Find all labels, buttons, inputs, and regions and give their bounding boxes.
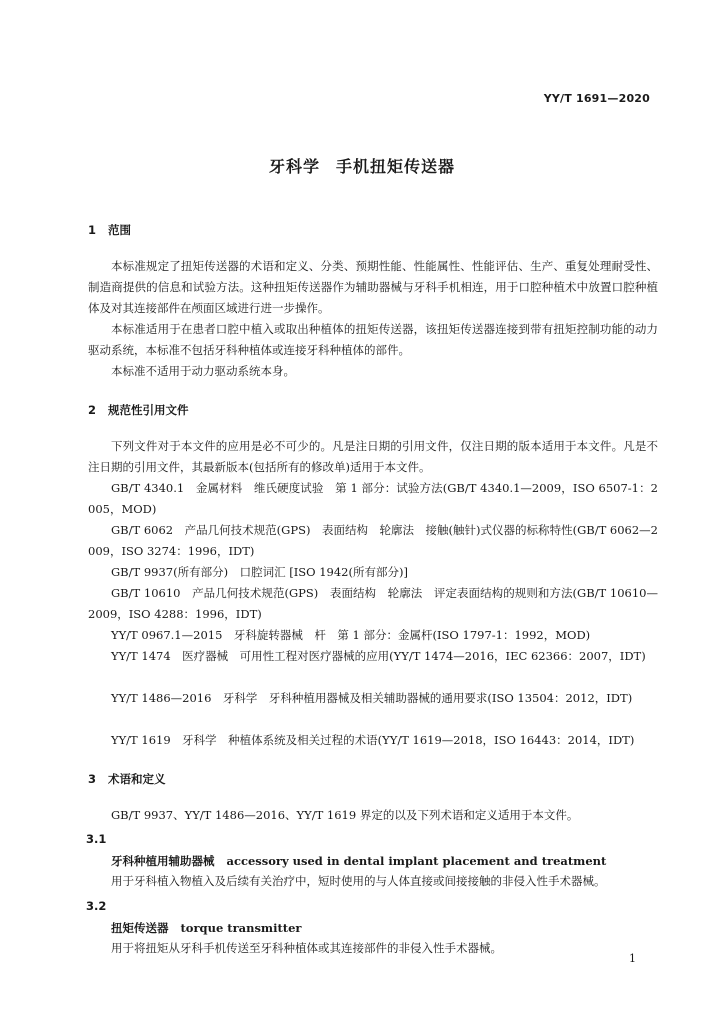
terms-intro: GB/T 9937、YY/T 1486—2016、YY/T 1619 界定的以及下列术语和定义适用于本文件。 <box>111 808 579 822</box>
scope-paragraph-1: 本标准规定了扭矩传送器的术语和定义、分类、预期性能、性能属性、性能评估、生产、重复处理耐受性、制造商提供的信息和试验方法。这种扭矩传送器作为辅助器械与牙科手机相连，用于口腔种植术中放置口腔种植体及对其连接部件在颅面区域进行进一步操作。 <box>88 259 658 315</box>
section-1-heading <box>88 222 131 238</box>
page-number: 1 <box>629 952 636 965</box>
section-title: 规范性引用文件 <box>108 403 189 417</box>
document-title <box>0 154 724 177</box>
references-intro: 下列文件对于本文件的应用是必不可少的。凡是注日期的引用文件，仅注日期的版本适用于本文件。凡是不注日期的引用文件，其最新版本(包括所有的修改单)适用于本文件。 <box>88 439 658 474</box>
reference-item: YY/T 1486—2016 牙科学 牙科种植用器械及相关辅助器械的通用要求(ISO 13504：2012，IDT) <box>111 691 633 705</box>
scope-paragraph-2: 本标准适用于在患者口腔中植入或取出种植体的扭矩传送器，该扭矩传送器连接到带有扭矩控制功能的动力驱动系统，本标准不包括牙科种植体或连接牙科种植体的部件。 <box>88 322 658 357</box>
reference-item: GB/T 4340.1 金属材料 维氏硬度试验 第 1 部分：试验方法(GB/T 4340.1—2009，ISO 6507-1：2005，MOD) <box>88 481 658 516</box>
title-part-1: 牙科学 <box>268 157 320 176</box>
section-title: 术语和定义 <box>108 772 166 786</box>
term-chinese: 牙科种植用辅助器械 <box>111 854 215 868</box>
section-2-heading <box>88 402 189 418</box>
term-english: accessory used in dental implant placement and treatment <box>226 854 607 868</box>
term-number: 3.1 <box>86 832 107 846</box>
section-3-heading <box>88 771 166 787</box>
scope-paragraph-3: 本标准不适用于动力驱动系统本身。 <box>111 364 295 378</box>
term-english: torque transmitter <box>180 921 302 935</box>
reference-item: YY/T 1619 牙科学 种植体系统及相关过程的术语(YY/T 1619—2018，ISO 16443：2014，IDT) <box>111 733 635 747</box>
title-part-2: 手机扭矩传送器 <box>336 157 456 176</box>
section-number: 3 <box>88 772 97 786</box>
standard-code: YY/T 1691—2020 <box>543 92 650 105</box>
reference-item: GB/T 6062 产品几何技术规范(GPS) 表面结构 轮廓法 接触(触针)式仪器的标称特性(GB/T 6062—2009，ISO 3274：1996，IDT) <box>88 523 658 558</box>
reference-item: GB/T 10610 产品几何技术规范(GPS) 表面结构 轮廓法 评定表面结构的规则和方法(GB/T 10610—2009，ISO 4288：1996，IDT) <box>88 586 658 621</box>
term-definition: 用于将扭矩从牙科手机传送至牙科种植体或其连接部件的非侵入性手术器械。 <box>111 941 502 955</box>
reference-item: YY/T 0967.1—2015 牙科旋转器械 杆 第 1 部分：金属杆(ISO 1797-1：1992，MOD) <box>111 628 591 642</box>
term-chinese: 扭矩传送器 <box>111 921 169 935</box>
section-number: 1 <box>88 223 97 237</box>
reference-item: YY/T 1474 医疗器械 可用性工程对医疗器械的应用(YY/T 1474—2016，IEC 62366：2007，IDT) <box>111 649 646 663</box>
section-title: 范围 <box>108 223 131 237</box>
term-heading <box>111 853 606 869</box>
term-heading <box>111 920 301 936</box>
section-number: 2 <box>88 403 97 417</box>
term-definition: 用于牙科植入物植入及后续有关治疗中，短时使用的与人体直接或间接接触的非侵入性手术器械。 <box>111 874 606 888</box>
reference-item: GB/T 9937(所有部分) 口腔词汇 [ISO 1942(所有部分)] <box>111 565 408 579</box>
term-number: 3.2 <box>86 899 107 913</box>
